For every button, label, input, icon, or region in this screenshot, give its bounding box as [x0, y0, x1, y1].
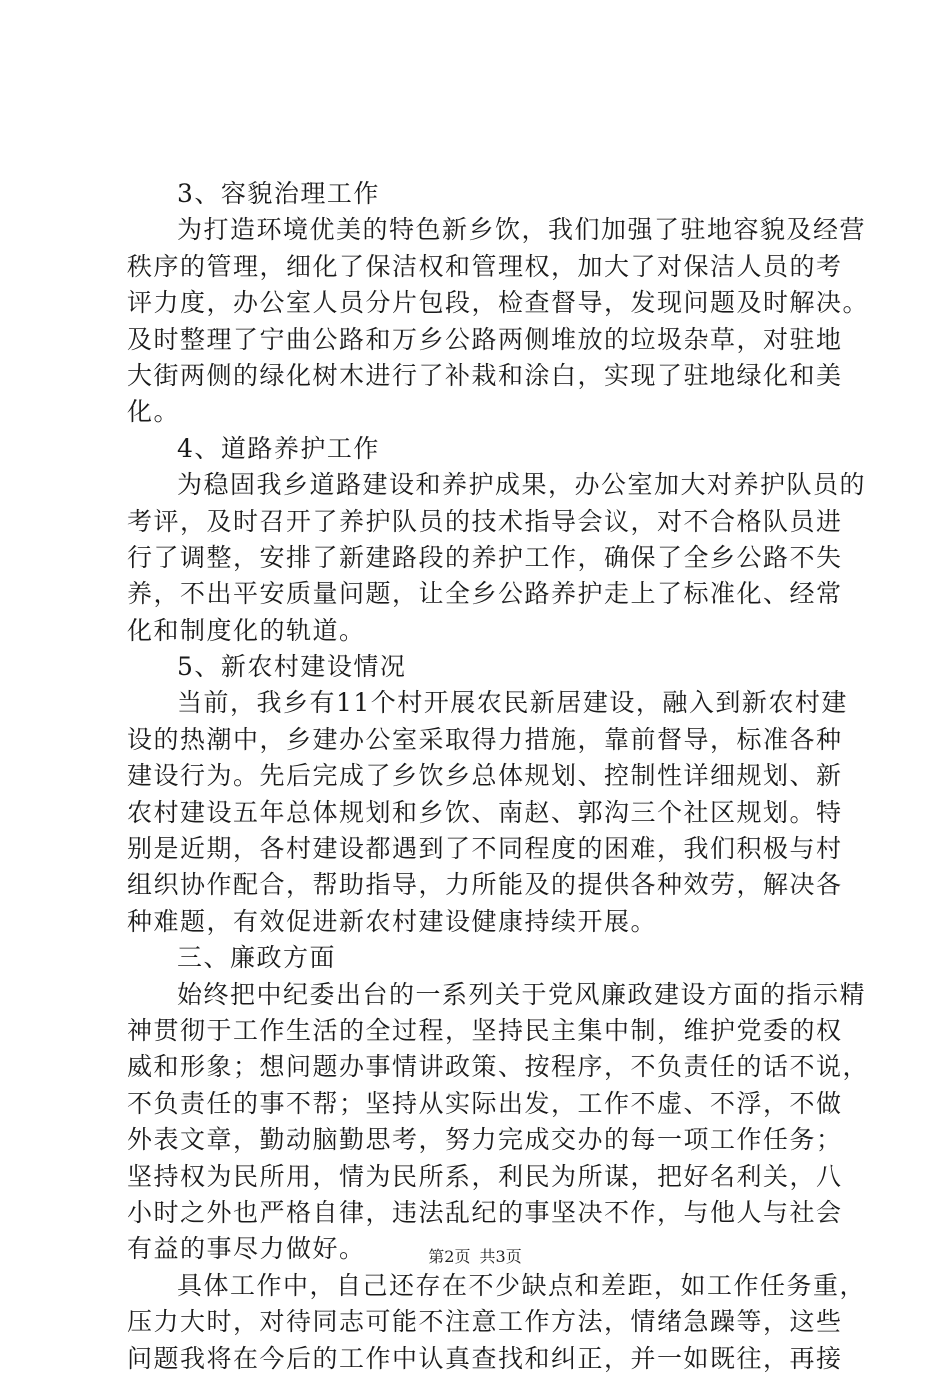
paragraph-line: 小时之外也严格自律，违法乱纪的事坚决不作，与他人与社会 — [127, 1197, 843, 1227]
paragraph-line: 不负责任的事不帮；坚持从实际出发，工作不虚、不浮，不做 — [127, 1088, 843, 1118]
page-footer — [0, 1244, 950, 1267]
paragraph-line: 评力度，办公室人员分片包段，检查督导，发现问题及时解决。 — [127, 288, 870, 318]
paragraph-line: 威和形象；想问题办事情讲政策、按程序，不负责任的话不说， — [127, 1052, 870, 1082]
paragraph-line: 组织协作配合，帮助指导，力所能及的提供各种效劳，解决各 — [127, 870, 843, 900]
paragraph-line: 农村建设五年总体规划和乡饮、南赵、郭沟三个社区规划。特 — [127, 797, 843, 827]
paragraph-line: 为打造环境优美的特色新乡饮，我们加强了驻地容貌及经营 — [177, 215, 867, 245]
paragraph-line: 种难题，有效促进新农村建设健康持续开展。 — [127, 906, 658, 936]
paragraph-line: 问题我将在今后的工作中认真查找和纠正，并一如既往，再接 — [127, 1343, 843, 1373]
paragraph-line: 设的热潮中，乡建办公室采取得力措施，靠前督导，标准各种 — [127, 724, 843, 754]
paragraph-line: 大街两侧的绿化树木进行了补栽和涂白，实现了驻地绿化和美 — [127, 360, 843, 390]
page-number: 第2页 — [428, 1247, 471, 1266]
section-heading: 3、容貌治理工作 — [177, 179, 380, 208]
paragraph-line: 秩序的管理，细化了保洁权和管理权，加大了对保洁人员的考 — [127, 251, 843, 281]
paragraph-line: 行了调整，安排了新建路段的养护工作，确保了全乡公路不失 — [127, 542, 843, 572]
paragraph-line: 坚持权为民所用，情为民所系，利民为所谋，把好名利关，八 — [127, 1161, 843, 1191]
document-body — [127, 176, 870, 1377]
section-heading: 5、新农村建设情况 — [177, 652, 407, 682]
paragraph-line: 始终把中纪委出台的一系列关于党风廉政建设方面的指示精 — [177, 979, 867, 1009]
paragraph-line: 压力大时，对待同志可能不注意工作方法，情绪急躁等，这些 — [127, 1307, 843, 1337]
paragraph-line: 考评，及时召开了养护队员的技术指导会议，对不合格队员进 — [127, 506, 843, 536]
paragraph-line: 具体工作中，自己还存在不少缺点和差距，如工作任务重， — [177, 1270, 867, 1300]
paragraph-line: 外表文章，勤动脑勤思考，努力完成交办的每一项工作任务； — [127, 1125, 843, 1155]
paragraph-line: 建设行为。先后完成了乡饮乡总体规划、控制性详细规划、新 — [127, 761, 843, 791]
section-heading: 三、廉政方面 — [177, 943, 337, 973]
paragraph-line: 养，不出平安质量问题，让全乡公路养护走上了标准化、经常 — [127, 579, 843, 609]
paragraph-line: 为稳固我乡道路建设和养护成果，办公室加大对养护队员的 — [177, 470, 867, 500]
paragraph-line: 及时整理了宁曲公路和万乡公路两侧堆放的垃圾杂草，对驻地 — [127, 324, 843, 354]
page-total: 共3页 — [479, 1247, 522, 1266]
paragraph-line: 当前，我乡有11个村开展农民新居建设，融入到新农村建 — [177, 688, 848, 718]
section-heading: 4、道路养护工作 — [177, 433, 380, 463]
paragraph-line: 化和制度化的轨道。 — [127, 615, 366, 645]
paragraph-line: 神贯彻于工作生活的全过程，坚持民主集中制，维护党委的权 — [127, 1015, 843, 1045]
paragraph-line: 有益的事尽力做好。 — [127, 1234, 366, 1264]
paragraph-line: 化。 — [127, 397, 181, 427]
paragraph-line: 别是近期，各村建设都遇到了不同程度的困难，我们积极与村 — [127, 834, 843, 864]
